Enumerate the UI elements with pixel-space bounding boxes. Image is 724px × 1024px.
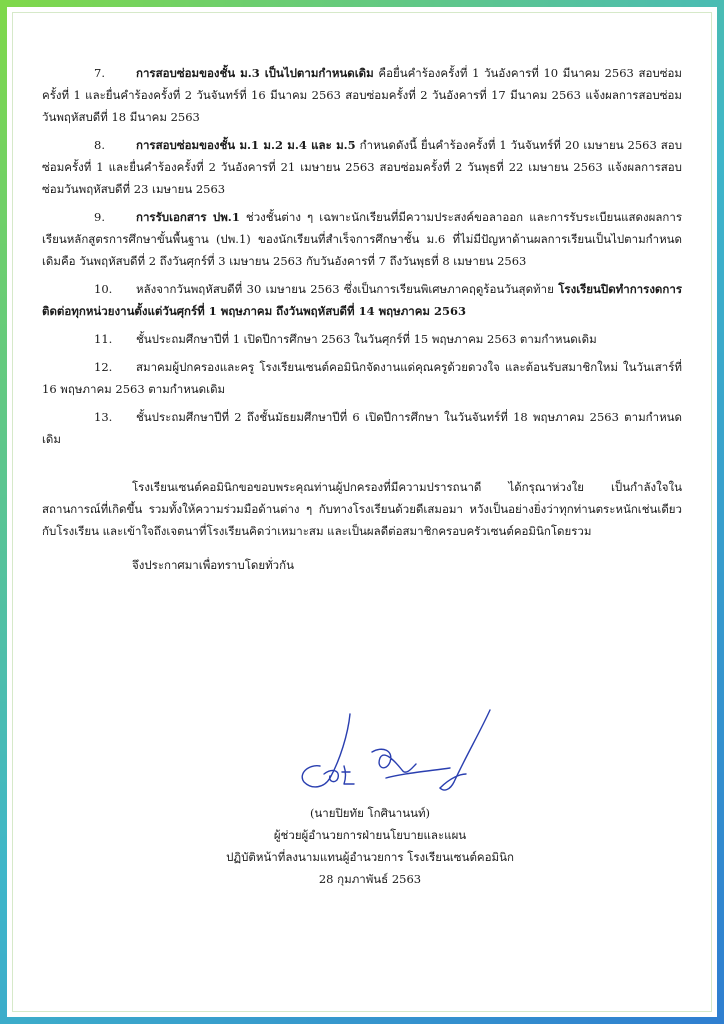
signature-block (200, 802, 540, 890)
document-date: 28 กุมภาพันธ์ 2563 (318, 872, 422, 886)
announcement-line: จึงประกาศมาเพื่อทราบโดยทั่วกัน (132, 557, 294, 572)
document-body (42, 62, 682, 587)
item-bold-text: การสอบซ่อมของชั้น ม.3 เป็นไปตามกำหนดเดิม (136, 66, 374, 80)
list-item (42, 206, 682, 272)
item-number: 12. (94, 360, 113, 374)
handwritten-signature (290, 708, 500, 798)
signer-position: ผู้ช่วยผู้อำนวยการฝ่ายนโยบายและแผน (273, 828, 467, 842)
item-number: 11. (94, 332, 113, 346)
item-text: กำหนดดังนี้ ยื่นคำร้องครั้งที่ 1 วันจันทร์ที่ 20 เมษายน 2563 สอบซ่อมครั้งที่ 1 และยื่นคำร้องครั้งที่ 2 วันอังคารที่ 21 เมษายน 2563 สอบซ่อมครั้งที่ 2 วันพุธที่ 22 เมษายน 2563 แจ้งผลการสอบซ่อมวันพฤหัสบดีที่ 23 เมษายน 2563 (42, 138, 682, 196)
list-item (42, 356, 682, 400)
item-text: ชั้นประถมศึกษาปีที่ 2 ถึงชั้นมัธยมศึกษาปีที่ 6 เปิดปีการศึกษา ในวันจันทร์ที่ 18 พฤษภาคม 2563 ตามกำหนดเดิม (42, 410, 682, 446)
item-number: 9. (94, 210, 105, 224)
item-number: 13. (94, 410, 113, 424)
item-bold-text: การสอบซ่อมของชั้น ม.1 ม.2 ม.4 และ ม.5 (136, 138, 356, 152)
item-text: สมาคมผู้ปกครองและครู โรงเรียนเซนต์คอมินิกจัดงานแด่คุณครูด้วยดวงใจ และต้อนรับสมาชิกใหม่ ในวันเสาร์ที่ 16 พฤษภาคม 2563 ตามกำหนดเดิม (42, 360, 682, 396)
item-number: 8. (94, 138, 105, 152)
item-number: 10. (94, 282, 113, 296)
list-item (42, 278, 682, 322)
item-number: 7. (94, 66, 105, 80)
item-text: ช่วงชั้นต่าง ๆ เฉพาะนักเรียนที่มีความประสงค์ขอลาออก และการรับระเบียนแสดงผลการเรียนหลักสูตรการศึกษาขั้นพื้นฐาน (ปพ.1) ของนักเรียนที่สำเร็จการศึกษาชั้น ม.6 ที่ไม่มีปัญหาด้านผลการเรียนเป็นไปตามกำหนดเดิมคือ วันพฤหัสบดีที่ 2 ถึงวันศุกร์ที่ 3 เมษายน 2563 กับวันอังคารที่ 7 ถึงวันพุธที่ 8 เมษายน 2563 (42, 210, 682, 268)
item-text: หลังจากวันพฤหัสบดีที่ 30 เมษายน 2563 ซึ่งเป็นการเรียนพิเศษภาคฤดูร้อนวันสุดท้าย (136, 282, 559, 296)
signer-acting-role: ปฏิบัติหน้าที่ลงนามแทนผู้อำนวยการ โรงเรียนเซนต์คอมินิก (226, 850, 514, 864)
item-bold-text: การรับเอกสาร ปพ.1 (136, 210, 240, 224)
list-item (42, 406, 682, 450)
item-bold-text: โรงเรียนปิดทำการงดการติดต่อทุกหน่วยงานตั้งแต่วันศุกร์ที่ 1 พฤษภาคม ถึงวันพฤหัสบดีที่ 14 พฤษภาคม 2563 (42, 282, 682, 318)
list-item (42, 62, 682, 128)
list-item (42, 134, 682, 200)
item-text: ชั้นประถมศึกษาปีที่ 1 เปิดปีการศึกษา 2563 ในวันศุกร์ที่ 15 พฤษภาคม 2563 ตามกำหนดเดิม (136, 332, 597, 346)
signer-name: (นายปิยทัย โกศินานนท์) (309, 806, 431, 820)
list-item (42, 328, 682, 350)
closing-paragraph: โรงเรียนเซนต์คอมินิกขอขอบพระคุณท่านผู้ปกครองที่มีความปรารถนาดี ได้กรุณาห่วงใย เป็นกำลังใจในสถานการณ์ที่เกิดขึ้น รวมทั้งให้ความร่วมมือด้านต่าง ๆ กับทางโรงเรียนด้วยดีเสมอมา หวังเป็นอย่างยิ่งว่าทุกท่านตระหนักเช่นเดียวกับโรงเรียน และเข้าใจถึงเจตนาที่โรงเรียนคิดว่าเหมาะสม และเป็นผลดีต่อสมาชิกครอบครัวเซนต์คอมินิกโดยรวม (42, 480, 682, 538)
item-text: คือยื่นคำร้องครั้งที่ 1 วันอังคารที่ 10 มีนาคม 2563 สอบซ่อมครั้งที่ 1 และยื่นคำร้องครั้งที่ 2 วันจันทร์ที่ 16 มีนาคม 2563 สอบซ่อมครั้งที่ 2 วันอังคารที่ 17 มีนาคม 2563 แจ้งผลการสอบซ่อมวันพฤหัสบดีที่ 18 มีนาคม 2563 (42, 66, 683, 124)
